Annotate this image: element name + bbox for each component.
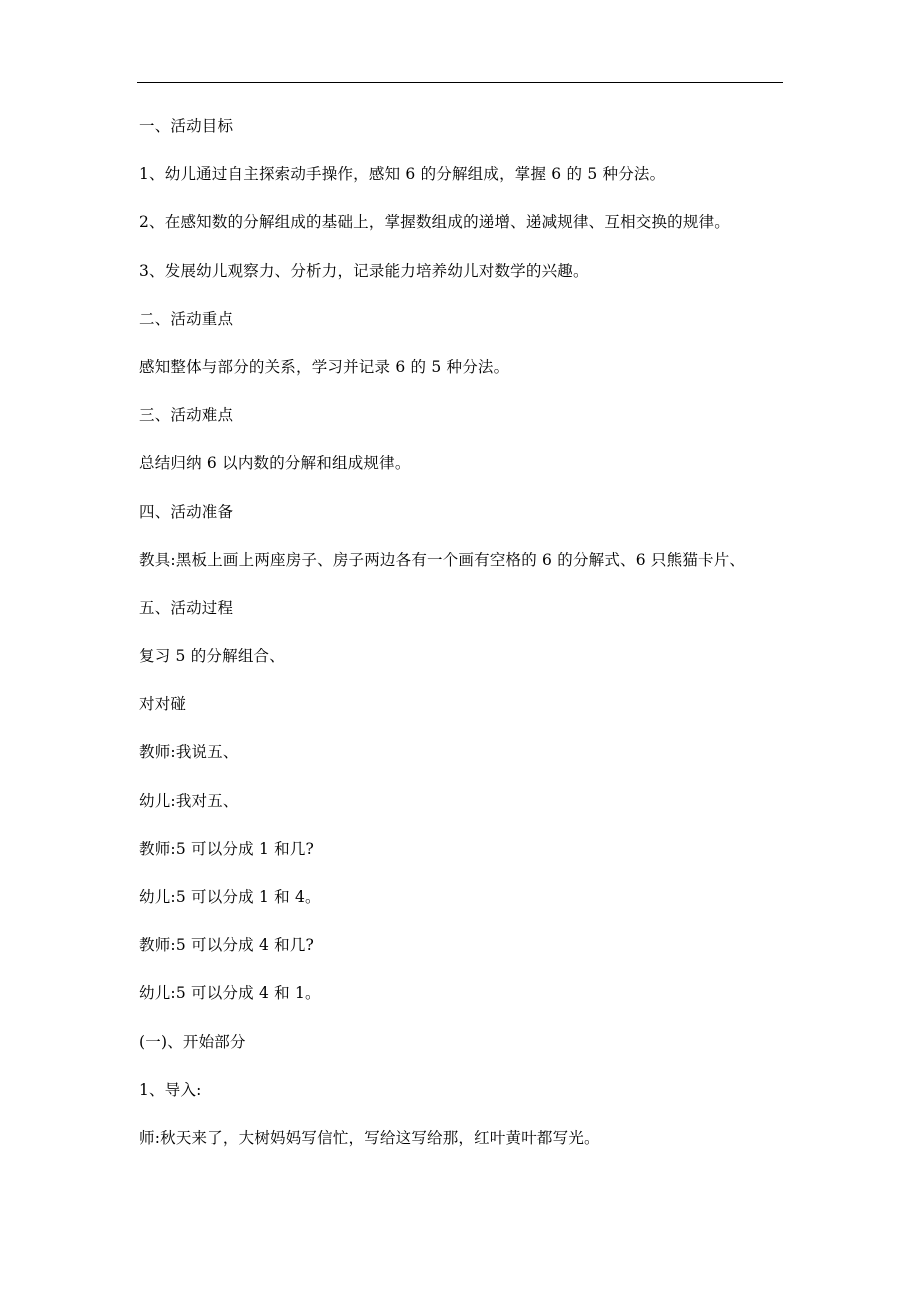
heading-key-points: 二、活动重点 xyxy=(139,309,234,328)
goal-item-3: 3、发展幼儿观察力、分析力，记录能力培养幼儿对数学的兴趣。 xyxy=(139,261,589,280)
teacher-line: 师:秋天来了，大树妈妈写信忙，写给这写给那，红叶黄叶都写光。 xyxy=(139,1128,600,1147)
difficulties-text: 总结归纳 6 以内数的分解和组成规律。 xyxy=(139,454,411,473)
heading-difficulties: 三、活动难点 xyxy=(139,406,234,425)
process-review: 复习 5 的分解组合、 xyxy=(139,647,285,666)
key-points-text: 感知整体与部分的关系，学习并记录 6 的 5 种分法。 xyxy=(139,357,510,376)
dialogue-line: 幼儿:5 可以分成 1 和 4。 xyxy=(139,888,321,906)
subheading-introduction: 1、导入: xyxy=(139,1080,202,1099)
subheading-opening: (一)、开始部分 xyxy=(139,1032,246,1051)
goal-item-1: 1、幼儿通过自主探索动手操作，感知 6 的分解组成，掌握 6 的 5 种分法。 xyxy=(139,165,666,184)
header-rule xyxy=(137,82,783,83)
dialogue-line: 教师:5 可以分成 1 和几? xyxy=(139,839,315,858)
goal-item-2: 2、在感知数的分解组成的基础上，掌握数组成的递增、递减规律、互相交换的规律。 xyxy=(139,213,730,232)
dialogue-line: 教师:5 可以分成 4 和几? xyxy=(139,936,315,955)
preparation-text: 教具:黑板上画上两座房子、房子两边各有一个画有空格的 6 的分解式、6 只熊猫卡片、 xyxy=(139,550,746,569)
dialogue-line: 幼儿:5 可以分成 4 和 1。 xyxy=(139,984,321,1003)
heading-process: 五、活动过程 xyxy=(139,598,234,617)
document-body xyxy=(139,111,779,1171)
process-game-title: 对对碰 xyxy=(139,695,187,714)
dialogue-line: 幼儿:我对五、 xyxy=(139,791,239,810)
heading-preparation: 四、活动准备 xyxy=(139,502,234,521)
heading-activity-goals: 一、活动目标 xyxy=(139,117,234,135)
dialogue-line: 教师:我说五、 xyxy=(139,743,239,762)
